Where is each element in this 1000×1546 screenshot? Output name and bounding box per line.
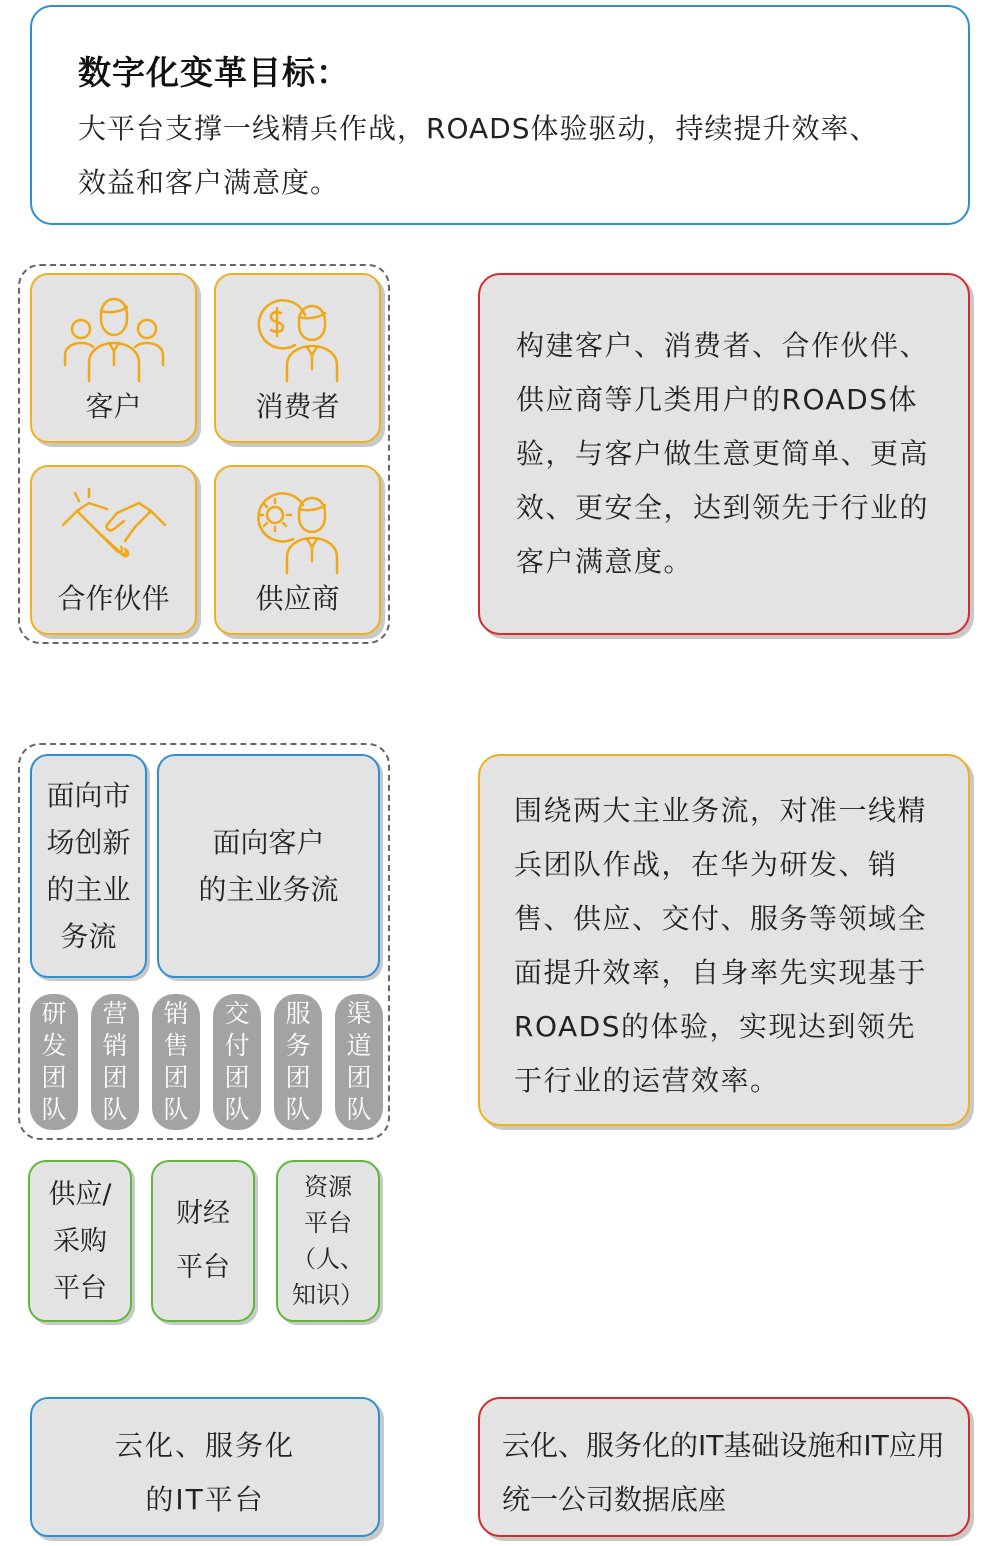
it-description-line: 云化、服务化的IT基础设施和IT应用 <box>502 1429 945 1462</box>
team-pill-service <box>274 994 322 1130</box>
platform-text-line: 知识） <box>292 1281 364 1309</box>
flow-text-line: 面向市 <box>46 779 131 812</box>
user-card-consumer <box>214 273 381 443</box>
team-char: 队 <box>285 1095 311 1124</box>
team-char: 队 <box>41 1095 67 1124</box>
platform-text-line: 资源 <box>304 1173 352 1201</box>
user-card-customer <box>30 273 197 443</box>
supply-platform <box>28 1160 132 1322</box>
flows-description-line: ROADS的体验，实现达到领先 <box>514 1010 916 1043</box>
user-card-label: 客户 <box>85 390 142 423</box>
users-description-line: 构建客户、消费者、合作伙伴、 <box>516 329 930 362</box>
platform-text-line: （人、 <box>292 1245 364 1273</box>
team-char: 道 <box>346 1031 372 1060</box>
team-char: 发 <box>41 1031 67 1060</box>
platform-text-line: 平台 <box>304 1209 352 1237</box>
team-char: 服 <box>285 999 311 1028</box>
team-char: 团 <box>346 1063 372 1092</box>
flow-text-line: 的主业 <box>46 873 131 906</box>
platform-text-line: 供应/ <box>48 1178 112 1210</box>
team-char: 队 <box>102 1095 128 1124</box>
flows-description-box <box>478 754 970 1126</box>
team-char: 务 <box>285 1031 311 1060</box>
team-char: 队 <box>346 1095 372 1124</box>
user-card-label: 供应商 <box>255 582 340 615</box>
team-char: 队 <box>224 1095 250 1124</box>
resource-platform <box>276 1160 380 1322</box>
team-char: 队 <box>163 1095 189 1124</box>
it-text-line: 的IT平台 <box>145 1483 265 1516</box>
team-char: 团 <box>285 1063 311 1092</box>
platform-text-line: 平台 <box>52 1272 107 1304</box>
users-description-line: 效、更安全，达到领先于行业的 <box>516 491 930 524</box>
team-char: 团 <box>163 1063 189 1092</box>
user-card-label: 消费者 <box>255 390 340 423</box>
platform-text-line: 采购 <box>52 1225 107 1257</box>
it-description-line: 统一公司数据底座 <box>502 1483 727 1516</box>
team-char: 售 <box>163 1031 189 1060</box>
team-char: 团 <box>224 1063 250 1092</box>
it-platform-box <box>30 1397 380 1537</box>
team-pill-sales <box>152 994 200 1130</box>
flow-text-line: 务流 <box>60 920 117 953</box>
goal-line-2: 效益和客户满意度。 <box>78 166 340 199</box>
customer-group-icon <box>59 293 169 383</box>
team-pill-delivery <box>213 994 261 1130</box>
flows-description-line: 售、供应、交付、服务等领域全 <box>514 902 928 935</box>
team-char: 团 <box>41 1063 67 1092</box>
team-char: 付 <box>224 1031 250 1060</box>
team-char: 研 <box>41 999 67 1028</box>
users-description-line: 客户满意度。 <box>516 545 694 578</box>
team-pill-channel <box>335 994 383 1130</box>
goal-title: 数字化变革目标： <box>78 53 350 92</box>
consumer-dollar-icon <box>243 293 353 383</box>
market-innovation-flow <box>30 754 147 978</box>
team-char: 交 <box>224 999 250 1028</box>
platform-text-line: 财经 <box>176 1198 230 1229</box>
goal-line-1: 大平台支撑一线精兵作战，ROADS体验驱动，持续提升效率、 <box>78 112 879 145</box>
team-char: 营 <box>102 999 128 1028</box>
flows-description-line: 于行业的运营效率。 <box>514 1064 780 1097</box>
handshake-icon <box>59 485 169 575</box>
flow-text-line: 面向客户 <box>212 826 325 859</box>
supplier-gear-icon <box>243 485 353 575</box>
users-description-line: 供应商等几类用户的ROADS体 <box>516 383 918 416</box>
team-char: 团 <box>102 1063 128 1092</box>
users-description-line: 验，与客户做生意更简单、更高 <box>516 437 930 470</box>
flows-description-line: 围绕两大主业务流，对准一线精 <box>514 794 928 827</box>
it-description-box <box>478 1397 970 1537</box>
customer-flow <box>157 754 380 978</box>
goal-box <box>30 5 970 225</box>
team-char: 渠 <box>346 999 372 1028</box>
flow-text-line: 的主业务流 <box>198 873 339 906</box>
it-text-line: 云化、服务化 <box>114 1429 295 1462</box>
team-char: 销 <box>102 1031 128 1060</box>
user-card-label: 合作伙伴 <box>57 582 170 615</box>
flow-text-line: 场创新 <box>46 826 131 859</box>
user-card-supplier <box>214 465 381 635</box>
flows-description-line: 面提升效率，自身率先实现基于 <box>514 956 928 989</box>
team-pill-rd <box>30 994 78 1130</box>
users-description-box <box>478 273 970 635</box>
flows-description-line: 兵团队作战，在华为研发、销 <box>514 848 898 881</box>
team-pill-marketing <box>91 994 139 1130</box>
platform-text-line: 平台 <box>176 1252 230 1283</box>
user-card-partner <box>30 465 197 635</box>
finance-platform <box>151 1160 255 1322</box>
team-char: 销 <box>163 999 189 1028</box>
